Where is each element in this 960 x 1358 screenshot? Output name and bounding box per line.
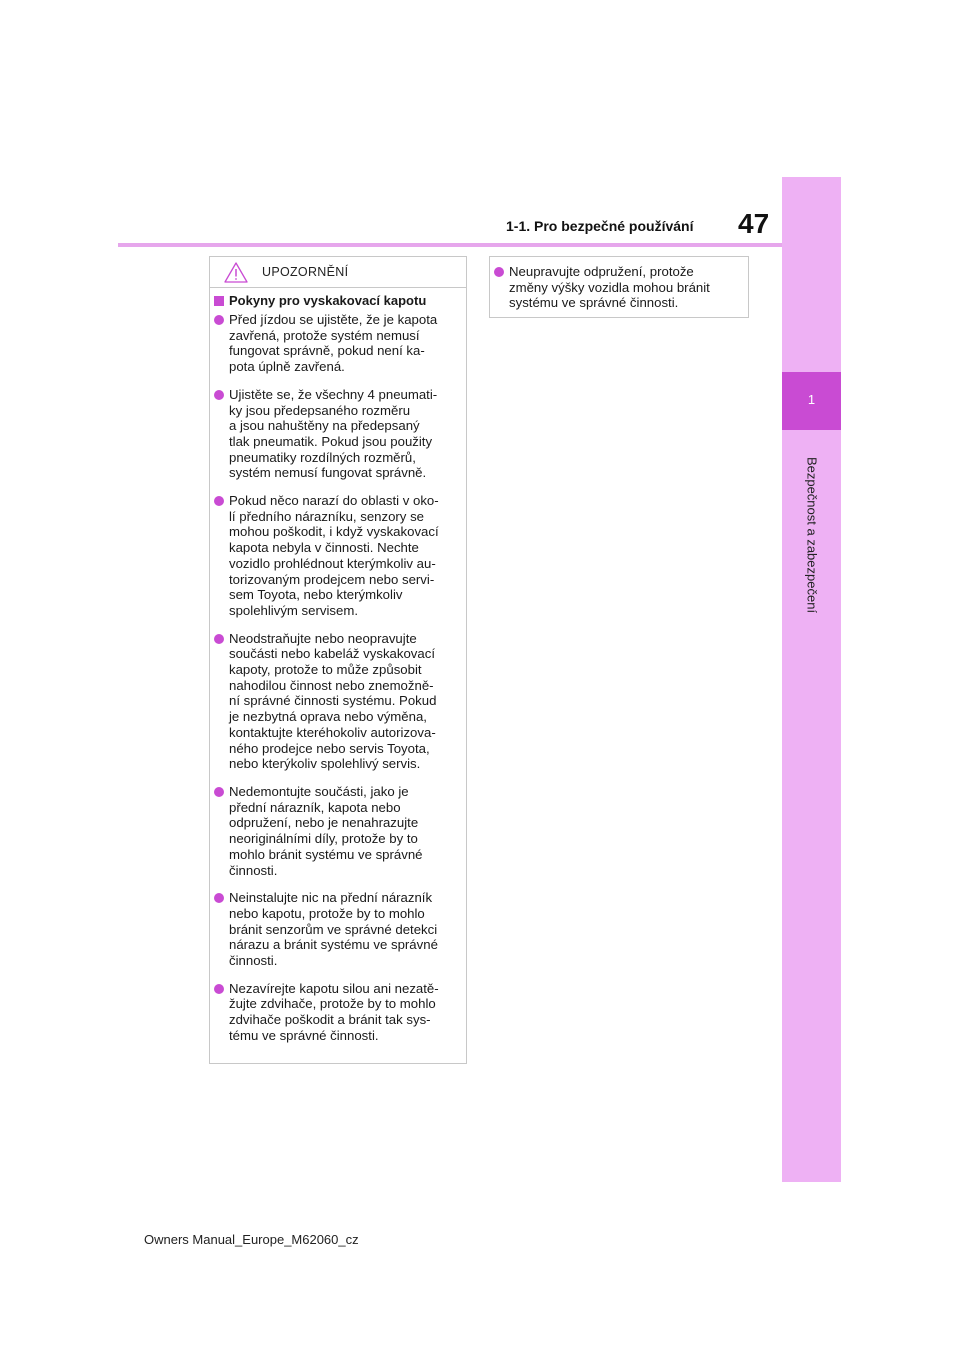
text-line: nárazu a bránit systému ve správné <box>229 937 438 953</box>
bullet-icon <box>214 787 224 797</box>
text-line: bránit senzorům ve správné detekci <box>229 921 438 937</box>
list-item <box>214 981 462 1044</box>
text-line: fungovat správně, pokud není ka- <box>229 343 425 359</box>
text-line: Neinstalujte nic na přední nárazník <box>229 890 433 906</box>
item-text <box>229 890 438 969</box>
text-line: Ujistěte se, že všechny 4 pneumati- <box>229 386 438 402</box>
text-line: kapoty, protože to může způsobit <box>229 662 422 678</box>
warning-box-right <box>489 256 749 318</box>
text-line: změny výšky vozidla mohou bránit <box>509 279 710 295</box>
text-line: žujte zdvihače, protože by to mohlo <box>229 996 436 1012</box>
warning-box-left <box>209 256 467 1064</box>
text-line: je nezbytná oprava nebo výměna, <box>229 709 427 725</box>
bullet-icon <box>214 893 224 903</box>
subheading <box>214 293 426 308</box>
warning-triangle-icon <box>224 262 248 283</box>
text-line: neoriginálními díly, protože by to <box>229 831 418 847</box>
footer-text: Owners Manual_Europe_M62060_cz <box>144 1232 359 1247</box>
text-line: vozidlo prohlédnout kterýmkoliv au- <box>229 555 436 571</box>
text-line: systému ve správné činnosti. <box>509 295 679 311</box>
text-line: Pokud něco narazí do oblasti v oko- <box>229 493 439 509</box>
list-item <box>214 890 462 969</box>
text-line: Nedemontujte součásti, jako je <box>229 783 409 799</box>
bullet-icon <box>214 315 224 325</box>
text-line: nahodilou činnost nebo znemožně- <box>229 677 434 693</box>
item-text <box>229 981 439 1044</box>
item-text <box>229 387 437 481</box>
text-line: zavřená, protože systém nemusí <box>229 327 420 343</box>
text-line: Nezavírejte kapotu silou ani nezatě- <box>229 980 439 996</box>
warning-header <box>210 257 466 288</box>
warning-label: UPOZORNĚNÍ <box>262 265 349 279</box>
text-line: pota úplně zavřená. <box>229 359 345 375</box>
text-line: tému ve správné činnosti. <box>229 1027 379 1043</box>
text-line: Neupravujte odpružení, protože <box>509 264 694 279</box>
list-item <box>214 387 462 481</box>
text-line: činnosti. <box>229 953 278 969</box>
subheading-text: Pokyny pro vyskakovací kapotu <box>229 293 427 308</box>
text-line: odpružení, nebo je nenahrazujte <box>229 815 419 831</box>
text-line: přední nárazník, kapota nebo <box>229 799 401 815</box>
text-line: spolehlivým servisem. <box>229 602 358 618</box>
text-line: nebo kapotu, protože by to mohlo <box>229 905 425 921</box>
header-rule <box>118 243 782 247</box>
text-line: sem Toyota, nebo kterýmkoliv <box>229 587 403 603</box>
text-line: lí předního nárazníku, senzory se <box>229 508 424 524</box>
item-text <box>229 493 439 619</box>
list-item <box>214 631 462 772</box>
text-line: ní správné činnosti systému. Pokud <box>229 693 437 709</box>
text-line: zdvihače poškodit a bránit tak sys- <box>229 1012 431 1028</box>
text-line: kapota nebyla v činnosti. Nechte <box>229 540 419 556</box>
text-line: Před jízdou se ujistěte, že je kapota <box>229 312 438 327</box>
text-line: mohlo bránit systému ve správné <box>229 846 423 862</box>
text-line: kontaktujte kteréhokoliv autorizova- <box>229 724 436 740</box>
bullet-icon <box>214 634 224 644</box>
text-line: a jsou nahuštěny na předepsaný <box>229 418 420 434</box>
chapter-number: 1 <box>807 392 816 407</box>
text-line: ky jsou předepsaného rozměru <box>229 402 411 418</box>
list-item <box>494 264 744 311</box>
square-bullet-icon <box>214 296 224 306</box>
text-line: torizovaným prodejcem nebo servi- <box>229 571 435 587</box>
chapter-title: Bezpečnost a zabezpečení <box>804 456 820 614</box>
text-line: tlak pneumatik. Pokud jsou použity <box>229 433 433 449</box>
page-number: 47 <box>738 208 770 239</box>
text-line: činnosti. <box>229 862 278 878</box>
chapter-box <box>782 372 841 430</box>
list-item <box>214 784 462 878</box>
item-text <box>509 264 710 311</box>
text-line: pneumatiky rozdílných rozměrů, <box>229 449 416 465</box>
item-text <box>229 784 423 878</box>
bullet-icon <box>214 390 224 400</box>
item-text <box>229 631 436 772</box>
text-line: součásti nebo kabeláž vyskakovací <box>229 646 435 662</box>
text-line: mohou poškodit, i když vyskakovací <box>229 524 439 540</box>
text-line: nebo kterýkoliv spolehlivý servis. <box>229 756 421 772</box>
bullet-icon <box>494 267 504 277</box>
bullet-icon <box>214 496 224 506</box>
text-line: systém nemusí fungovat správně. <box>229 465 427 481</box>
text-line: ného prodejce nebo servis Toyota, <box>229 740 430 756</box>
list-item <box>214 493 462 619</box>
section-title: 1-1. Pro bezpečné používání <box>506 218 694 234</box>
list-item <box>214 312 462 375</box>
warning-list <box>214 312 462 1044</box>
side-tab <box>782 177 841 1182</box>
item-text <box>229 312 437 375</box>
warning-list-right <box>494 264 744 311</box>
text-line: Neodstraňujte nebo neopravujte <box>229 630 417 646</box>
bullet-icon <box>214 984 224 994</box>
